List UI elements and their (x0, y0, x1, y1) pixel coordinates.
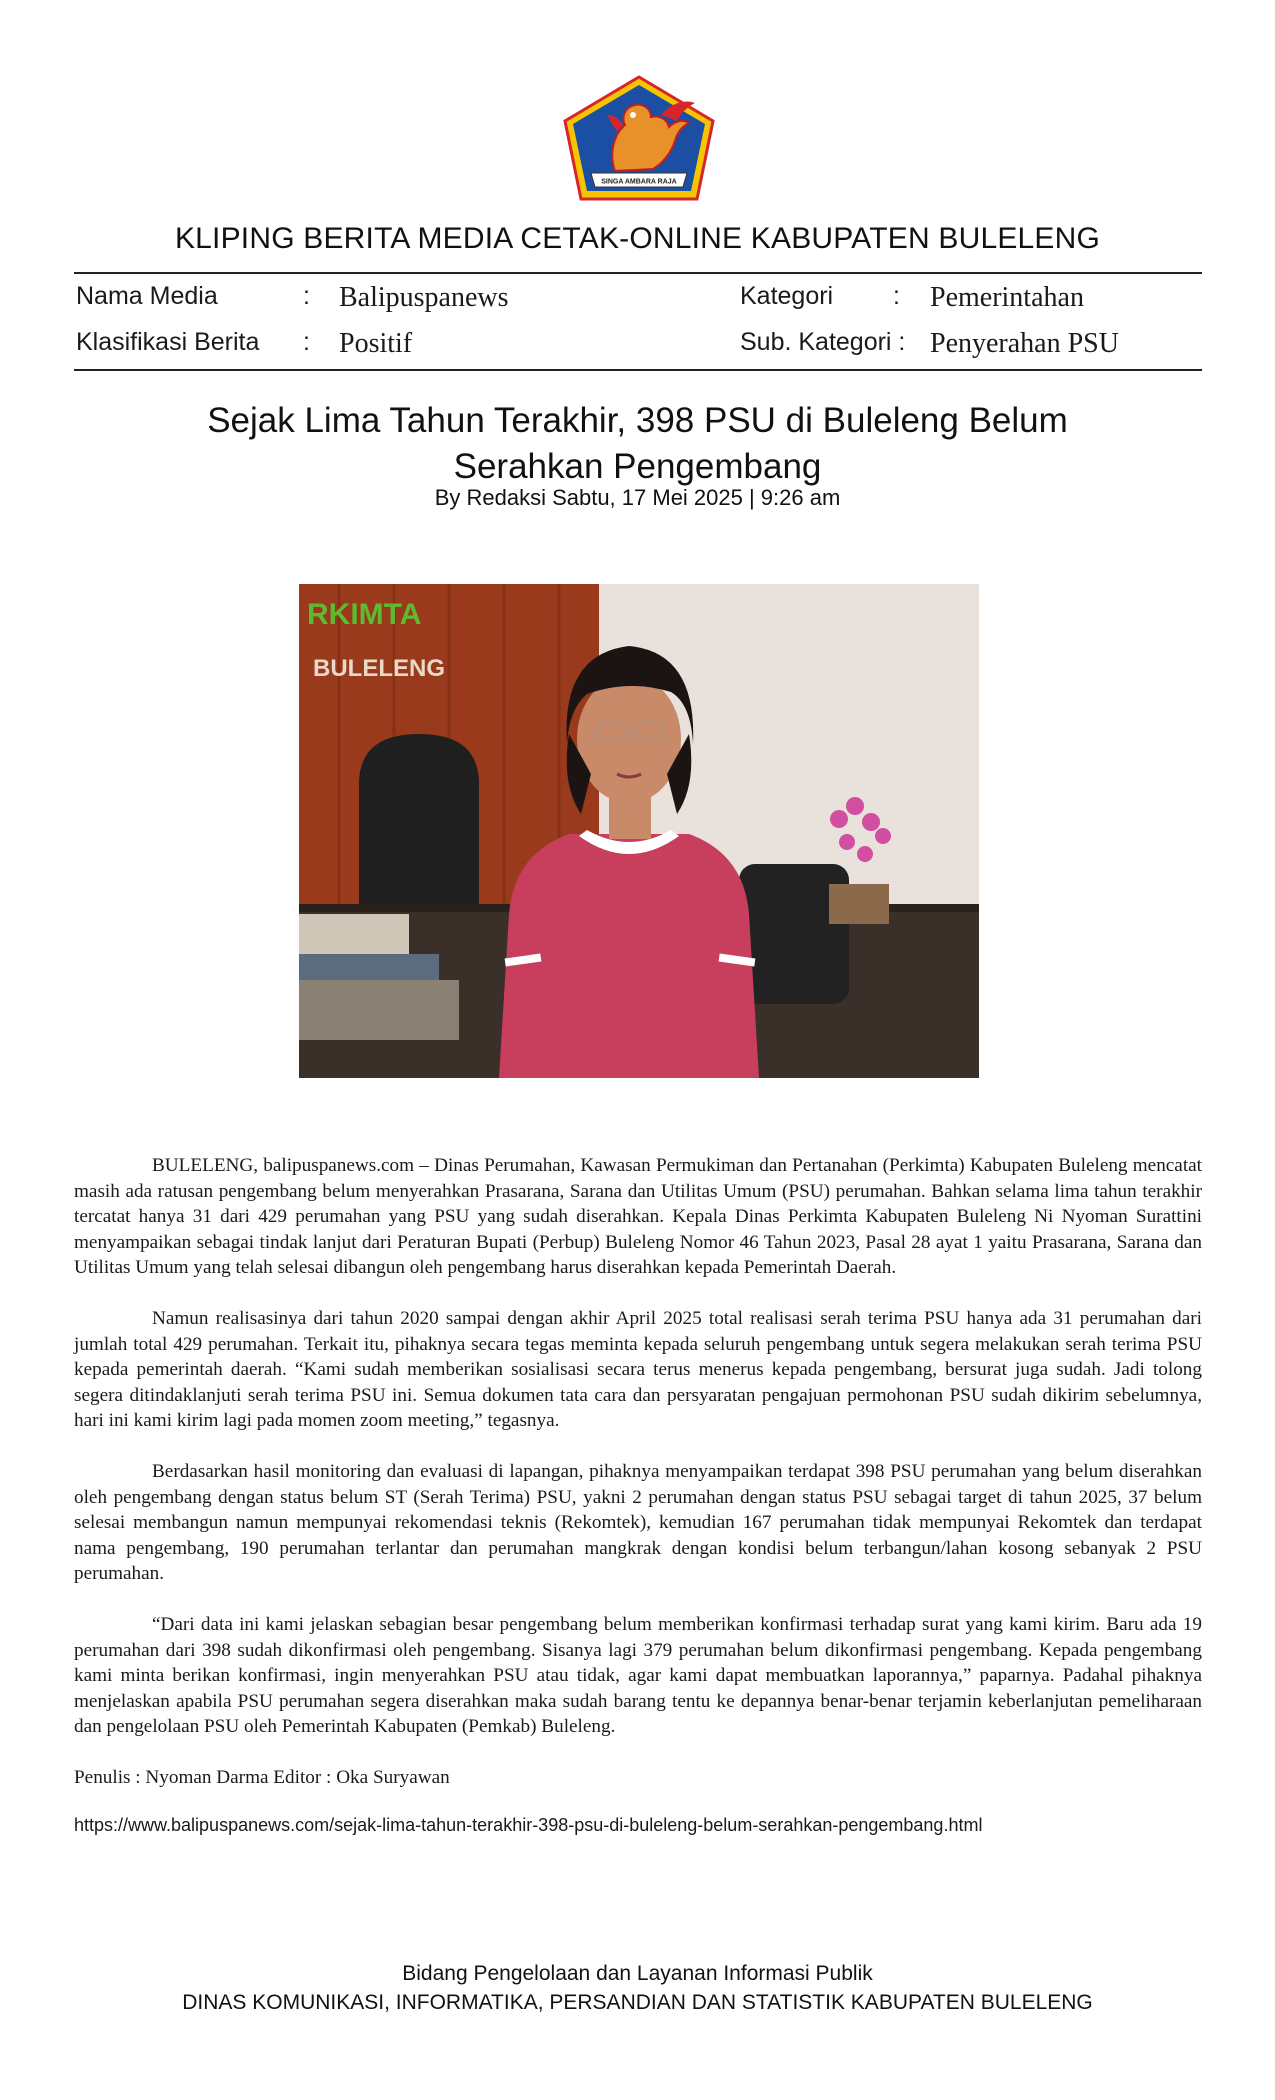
article-title-line-2: Serahkan Pengembang (453, 447, 822, 486)
kategori-value: Pemerintahan (930, 282, 1084, 313)
footer-line-1: Bidang Pengelolaan dan Layanan Informasi Publik (402, 1962, 873, 1985)
subkategori-value: Penyerahan PSU (930, 328, 1119, 359)
article-body (74, 1153, 1202, 1864)
footer-line-2: DINAS KOMUNIKASI, INFORMATIKA, PERSANDIAN DAN STATISTIK KABUPATEN BULELENG (182, 1991, 1093, 2014)
kategori-label: Kategori (740, 282, 834, 310)
article-paragraph-4: “Dari data ini kami jelaskan sebagian besar pengembang belum memberikan konfirmasi terhadap surat yang kami kirim. Baru ada 19 perumahan dari 398 sudah dikonfirmasi oleh pengembang. Sisanya lagi 379 perumahan belum dikonfirmasi pengembang. Kepada pengembang kami minta berikan konfirmasi, ingin menyerahkan PSU atau tidak, agar kami dapat membuatkan laporannya,” paparnya. Padahal pihaknya menjelaskan apabila PSU perumahan segera diserahkan maka sudah barang tentu ke depannya benar-benar terjamin keberlanjutan pemeliharaan dan pengelolaan PSU oleh Pemerintah Kabupaten (Pemkab) Buleleng. (74, 1613, 1202, 1738)
media-value: Balipuspanews (339, 282, 509, 313)
meta-row-2 (74, 326, 1202, 366)
buleleng-crest-logo (563, 75, 715, 201)
page-footer (0, 1959, 1275, 2017)
photo-sign-text-2: BULELENG (313, 655, 445, 682)
klasifikasi-colon: : (303, 328, 310, 356)
article-paragraph-1: BULELENG, balipuspanews.com – Dinas Perumahan, Kawasan Permukiman dan Pertanahan (Perkimta) Kabupaten Buleleng mencatat masih ada ratusan pengembang belum menyerahkan Prasarana, Sarana dan Utilitas Umum (PSU) perumahan. Bahkan selama lima tahun terakhir tercatat hanya 31 dari 429 perumahan yang PSU yang sudah diserahkan. Kepala Dinas Perkimta Kabupaten Buleleng Ni Nyoman Surattini menyampaikan sebagai tindak lanjut dari Peraturan Bupati (Perbup) Buleleng Nomor 46 Tahun 2023, Pasal 28 ayat 1 yaitu Prasarana, Sarana dan Utilitas Umum yang telah selesai dibangun oleh pengembang harus diserahkan kepada Pemerintah Daerah. (74, 1155, 1202, 1279)
article-paragraph-3: Berdasarkan hasil monitoring dan evaluasi di lapangan, pihaknya menyampaikan terdapat 398 PSU perumahan yang belum diserahkan oleh pengembang dengan status belum ST (Serah Terima) PSU, yakni 2 perumahan dengan status PSU sebagai target di tahun 2025, 37 belum selesai membangun namun mempunyai rekomendasi teknis (Rekomtek), kemudian 167 perumahan tidak mempunyai Rekomtek dan terdapat nama pengembang, 190 perumahan terlantar dan perumahan mangkrak dengan kondisi belum terbangun/lahan kosong sebanyak 2 PSU perumahan. (74, 1460, 1202, 1585)
article-title-line-1: Sejak Lima Tahun Terakhir, 398 PSU di Buleleng Belum (207, 401, 1068, 440)
header-bottom-rule (74, 369, 1202, 371)
photo-sign-text-1: RKIMTA (307, 598, 422, 631)
klasifikasi-value: Positif (339, 328, 413, 359)
article-title (150, 398, 1125, 490)
media-colon: : (303, 282, 310, 310)
media-label: Nama Media (76, 282, 218, 310)
kategori-colon: : (893, 282, 900, 310)
article-paragraph-2: Namun realisasinya dari tahun 2020 sampai dengan akhir April 2025 total realisasi serah terima PSU hanya ada 31 perumahan dari jumlah total 429 perumahan. Terkait itu, pihaknya secara tegas meminta kepada seluruh pengembang untuk segera melakukan serah terima PSU kepada pemerintah daerah. “Kami sudah memberikan sosialisasi secara terus menerus kepada pengembang, bersurat juga sudah. Jadi tolong segera ditindaklanjuti serah terima PSU ini. Semua dokumen tata cara dan persyaratan pengajuan permohonan PSU sudah dikirim sebelumnya, hari ini kami kirim lagi pada momen zoom meeting,” tegasnya. (74, 1307, 1202, 1432)
header-top-rule (74, 272, 1202, 274)
subkategori-label: Sub. Kategori : (740, 328, 906, 356)
meta-row-1 (74, 280, 1202, 320)
article-credits: Penulis : Nyoman Darma Editor : Oka Suryawan (74, 1766, 450, 1788)
article-source-url: https://www.balipuspanews.com/sejak-lima-tahun-terakhir-398-psu-di-buleleng-belum-serahkan-pengembang.html (74, 1815, 983, 1836)
buleleng-regency-crest-icon (563, 75, 715, 201)
clipping-header-title: KLIPING BERITA MEDIA CETAK-ONLINE KABUPATEN BULELENG (174, 222, 1101, 255)
crest-motto: SINGA AMBARA RAJA (601, 178, 677, 186)
article-byline: By Redaksi Sabtu, 17 Mei 2025 | 9:26 am (434, 485, 841, 510)
article-photo (299, 584, 979, 1078)
klasifikasi-label: Klasifikasi Berita (76, 328, 260, 356)
